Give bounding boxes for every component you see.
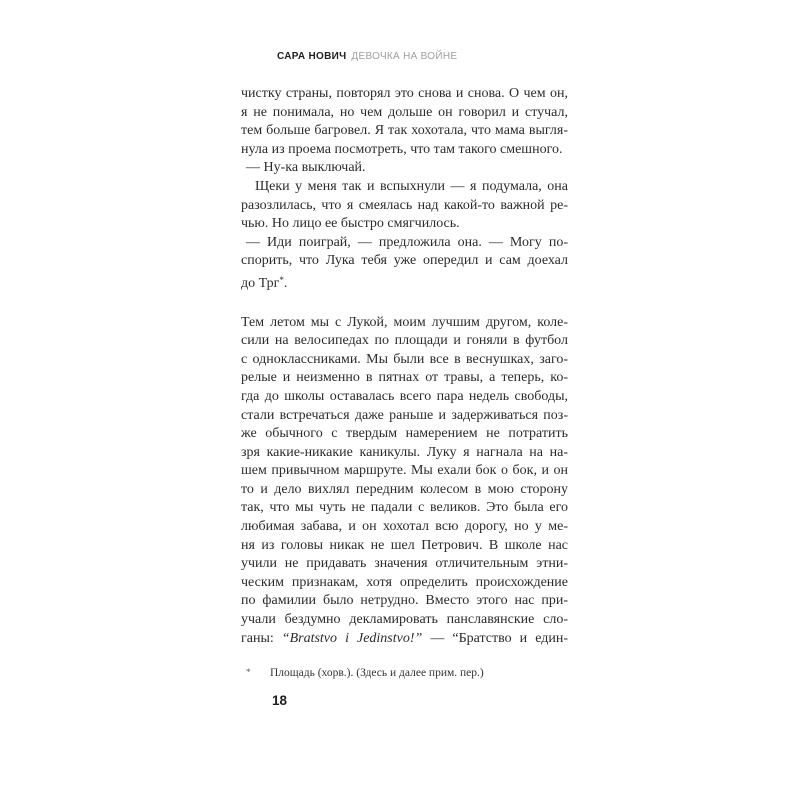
text-line: учили не придавать значения отличительным этни-: [241, 556, 568, 572]
paragraph-section-start: [241, 314, 568, 649]
paragraph-dialogue: [241, 159, 568, 178]
header-book-title: ДЕВОЧКА НА ВОЙНЕ: [351, 51, 458, 62]
paragraph-continuation: [241, 85, 568, 159]
running-header: [277, 51, 457, 62]
text-line: чью. Но лицо ее быстро смягчилось.: [241, 216, 460, 232]
text-line: шем привычном маршруте. Мы ехали бок о бок, и он: [241, 463, 568, 479]
text-line: нула из проема посмотреть, что там такого смешного.: [241, 141, 563, 157]
text-line: — Ну-ка выключай.: [246, 160, 366, 176]
text-line: же обычного с твердым намерением не потратить: [241, 426, 568, 442]
paragraph-dialogue: [241, 234, 568, 290]
text-line: я не понимала, но чем дольше он говорил и стучал,: [241, 104, 568, 120]
footnote: [241, 666, 568, 680]
text-line: так, что мы чуть не падали с великов. Это была его: [241, 500, 568, 516]
text-line: чистку страны, повторял это снова и снова. О чем он,: [241, 86, 568, 101]
text-line: — Иди поиграй, — предложила она. — Могу по-: [246, 234, 568, 250]
text-line: сили на велосипедах по площади и гоняли в футбол: [241, 333, 568, 349]
page-number: 18: [272, 693, 288, 708]
text-line: с одноклассниками. Мы были все в веснушках, заго-: [241, 351, 568, 367]
text-line: Тем летом мы с Лукой, моим лучшим другом, коле-: [241, 314, 568, 330]
text-line: по фамилии было нетрудно. Вместо этого нас при-: [241, 593, 568, 609]
text-line: зря какие-никакие каникулы. Луку я нагнала на на-: [241, 444, 568, 460]
text-line: спорить, что Лука тебя уже опередил и сам доехал: [241, 253, 568, 269]
text-line: ганы: “Bratstvo i Jedinstvo!” — “Братство и един-: [241, 630, 569, 646]
paragraph-normal: [241, 178, 568, 234]
text-line: релые и неизменно в пятнах от травы, а теперь, ко-: [241, 370, 568, 386]
text-line: разозлилась, что я смеялась над какой-то важной ре-: [241, 197, 568, 213]
text-line: стали встречаться даже раньше и задерживаться поз-: [241, 407, 568, 423]
footnote-text: Площадь (хорв.). (Здесь и далее прим. пер.): [270, 667, 484, 679]
text-line: Щеки у меня так и вспыхнули — я подумала, она: [255, 178, 568, 194]
text-line: до Трг*.: [241, 274, 288, 291]
text-line: тем больше багровел. Я так хохотала, что мама выгля-: [241, 123, 568, 139]
body-text: [241, 85, 568, 648]
text-line: ня из головы никак не шел Петрович. В школе нас: [241, 537, 568, 553]
text-line: любимая забава, и он хохотал всю дорогу, но у ме-: [241, 519, 568, 535]
text-line: то и дело вихлял передним колесом в мою сторону: [241, 481, 568, 497]
text-line: учали бездумно декламировать панславянские сло-: [241, 612, 568, 628]
text-line: ческим признакам, хотя определить происхождение: [241, 574, 568, 590]
footnote-marker: *: [246, 667, 251, 677]
text-line: гда до школы оставалась всего пара недель свободы,: [241, 388, 568, 404]
header-author: САРА НОВИЧ: [277, 51, 347, 62]
